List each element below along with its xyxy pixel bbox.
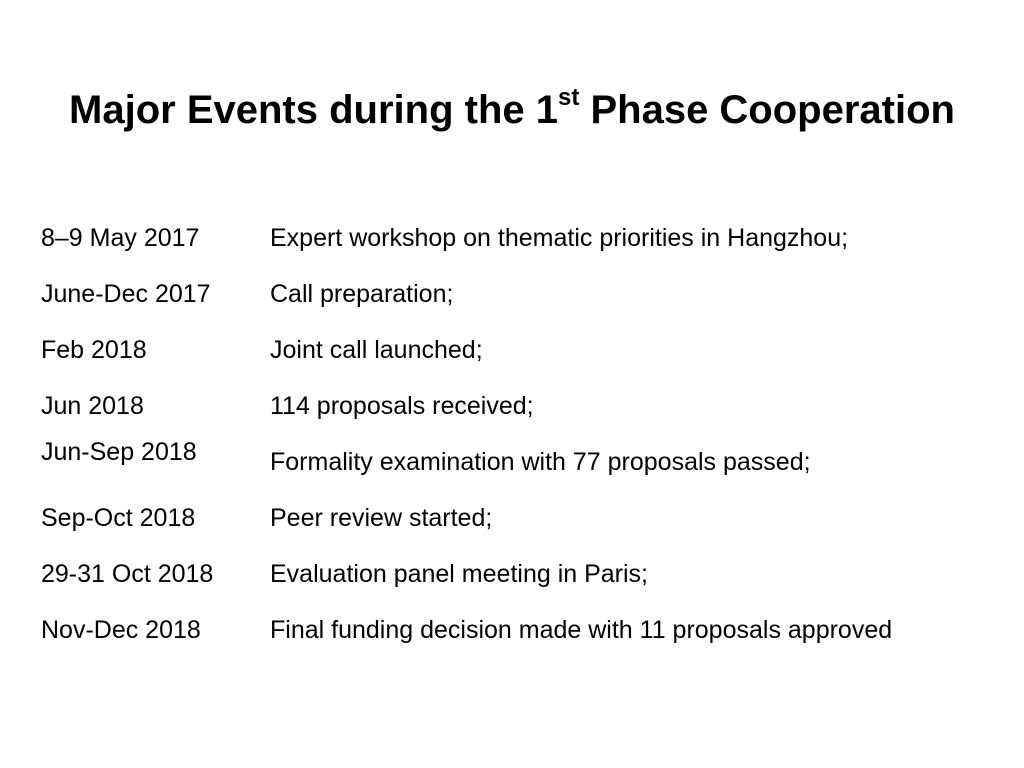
event-date: 8–9 May 2017 — [41, 224, 200, 252]
event-row — [41, 276, 1001, 332]
event-row — [41, 332, 1001, 388]
event-description: Evaluation panel meeting in Paris; — [270, 560, 649, 588]
events-list — [41, 220, 1001, 668]
event-date: June-Dec 2017 — [41, 280, 211, 308]
event-description: 114 proposals received; — [270, 392, 534, 420]
event-row — [41, 438, 1001, 500]
event-description: Joint call launched; — [270, 336, 483, 364]
slide-title — [0, 80, 1024, 140]
event-date: Nov-Dec 2018 — [41, 616, 201, 644]
slide-title-text-end: Phase Cooperation — [579, 88, 955, 132]
event-row — [41, 556, 1001, 612]
event-date: Jun 2018 — [41, 392, 144, 420]
event-date: Jun-Sep 2018 — [41, 438, 197, 466]
event-description: Final funding decision made with 11 proposals approved — [270, 616, 893, 644]
event-date: Sep-Oct 2018 — [41, 504, 196, 532]
event-description: Formality examination with 77 proposals passed; — [270, 448, 811, 476]
event-row — [41, 612, 1001, 668]
event-date: 29-31 Oct 2018 — [41, 560, 214, 588]
slide-title-text-start: Major Events during the 1 — [69, 88, 558, 132]
event-description: Expert workshop on thematic priorities in Hangzhou; — [270, 224, 849, 252]
event-date: Feb 2018 — [41, 336, 147, 364]
event-row — [41, 500, 1001, 556]
event-row — [41, 220, 1001, 276]
slide-title-superscript: st — [558, 83, 580, 111]
event-description: Peer review started; — [270, 504, 493, 532]
event-description: Call preparation; — [270, 280, 454, 308]
